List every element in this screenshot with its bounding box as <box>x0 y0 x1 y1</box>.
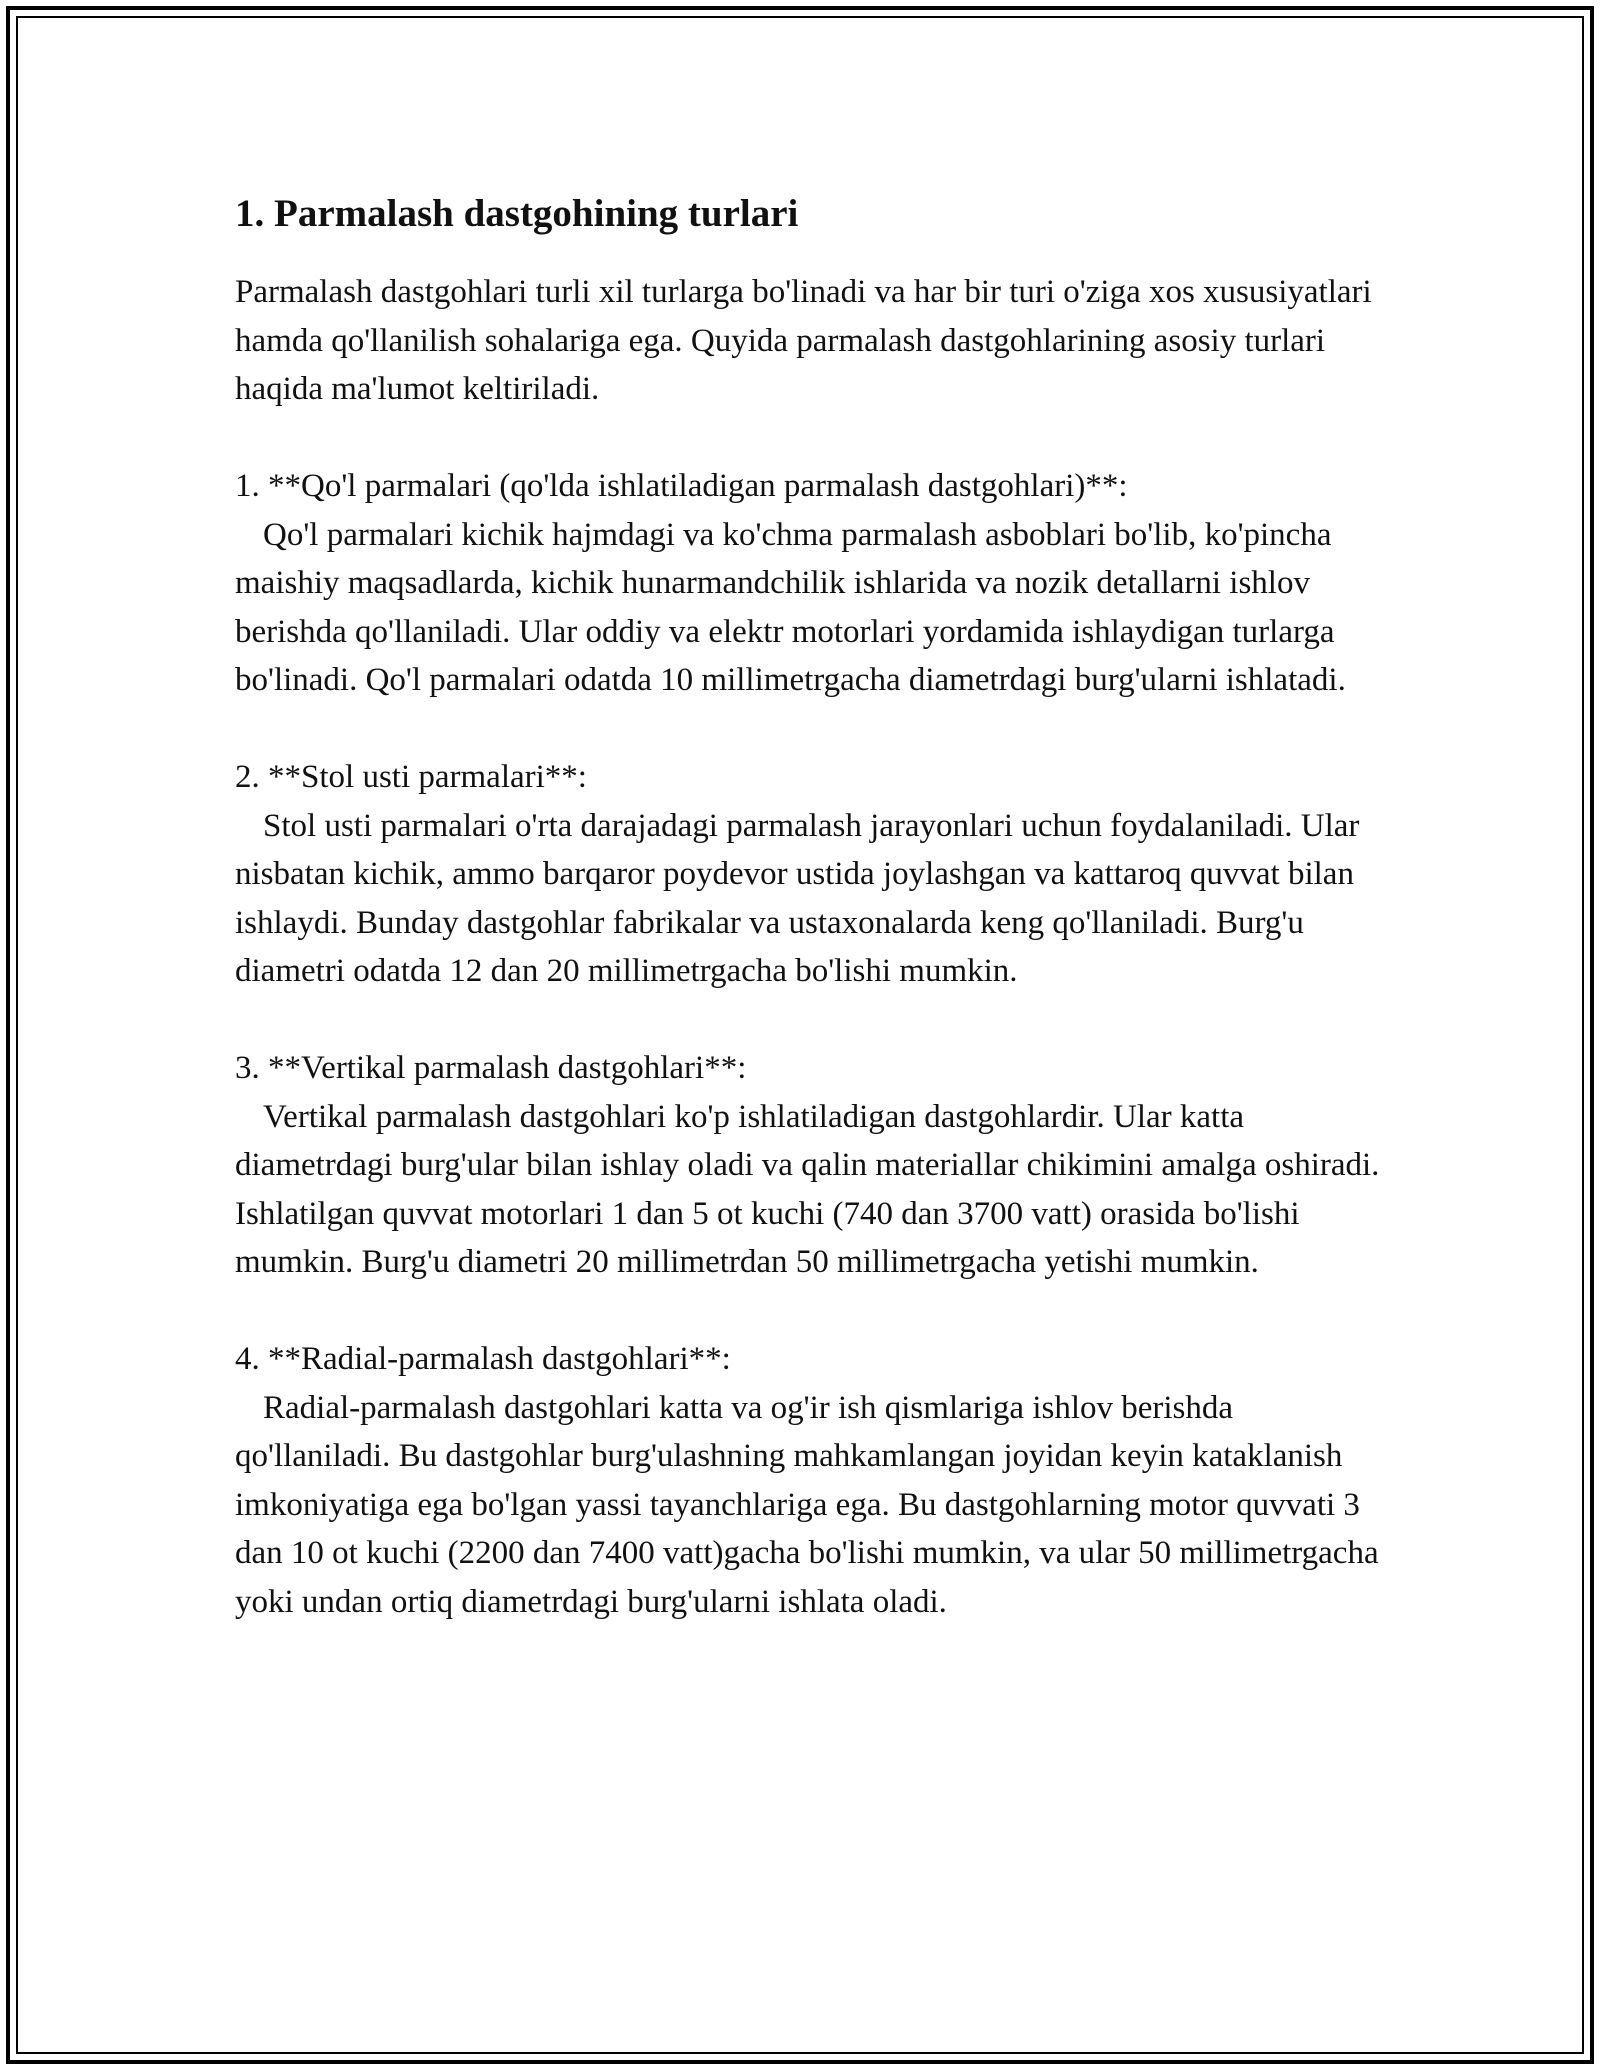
document-title: 1. Parmalash dastgohining turlari <box>235 192 799 235</box>
section-heading: 1. **Qo'l parmalari (qo'lda ishlatiladigan parmalash dastgohlari)**: <box>235 468 1128 504</box>
section-vertical-drills <box>235 1044 1385 1287</box>
section-radial-drills <box>235 1335 1385 1626</box>
section-heading: 2. **Stol usti parmalari**: <box>235 759 587 795</box>
document-content <box>235 186 1385 1626</box>
intro-paragraph: Parmalash dastgohlari turli xil turlarga bo'linadi va har bir turi o'ziga xos xususiyatlari hamda qo'llanilish sohalariga ega. Quyida parmalash dastgohlarining asosiy turlari haqida ma'lumot keltiriladi. <box>235 274 1372 407</box>
section-heading: 3. **Vertikal parmalash dastgohlari**: <box>235 1050 747 1086</box>
section-body: Stol usti parmalari o'rta darajadagi parmalash jarayonlari uchun foydalaniladi. Ular nisbatan kichik, ammo barqaror poydevor ustida joylashgan va kattaroq quvvat bilan ishlaydi. Bunday dastgohlar fabrikalar va ustaxonalarda keng qo'llaniladi. Burg'u diametri odatda 12 dan 20 millimetrgacha bo'lishi mumkin. <box>235 807 1360 989</box>
section-body: Vertikal parmalash dastgohlari ko'p ishlatiladigan dastgohlardir. Ular katta diametrdagi burg'ular bilan ishlay oladi va qalin materiallar chikimini amalga oshiradi. Ishlatilgan quvvat motorlari 1 dan 5 ot kuchi (740 dan 3700 vatt) orasida bo'lishi mumkin. Burg'u diametri 20 millimetrdan 50 millimetrgacha yetishi mumkin. <box>235 1098 1380 1280</box>
section-bench-drills <box>235 753 1385 996</box>
section-body: Radial-parmalash dastgohlari katta va og'ir ish qismlariga ishlov berishda qo'llaniladi. Bu dastgohlar burg'ulashning mahkamlangan joyidan keyin kataklanish imkoniyatiga ega bo'lgan yassi tayanchlariga ega. Bu dastgohlarning motor quvvati 3 dan 10 ot kuchi (2200 dan 7400 vatt)gacha bo'lishi mumkin, va ular 50 millimetrgacha yoki undan ortiq diametrdagi burg'ularni ishlata oladi. <box>235 1389 1379 1620</box>
section-body: Qo'l parmalari kichik hajmdagi va ko'chma parmalash asboblari bo'lib, ko'pincha maishiy maqsadlarda, kichik hunarmandchilik ishlarida va nozik detallarni ishlov berishda qo'llaniladi. Ular oddiy va elektr motorlari yordamida ishlaydigan turlarga bo'linadi. Qo'l parmalari odatda 10 millimetrgacha diametrdagi burg'ularni ishlatadi. <box>235 516 1346 698</box>
section-hand-drills <box>235 462 1385 705</box>
section-heading: 4. **Radial-parmalash dastgohlari**: <box>235 1341 731 1377</box>
